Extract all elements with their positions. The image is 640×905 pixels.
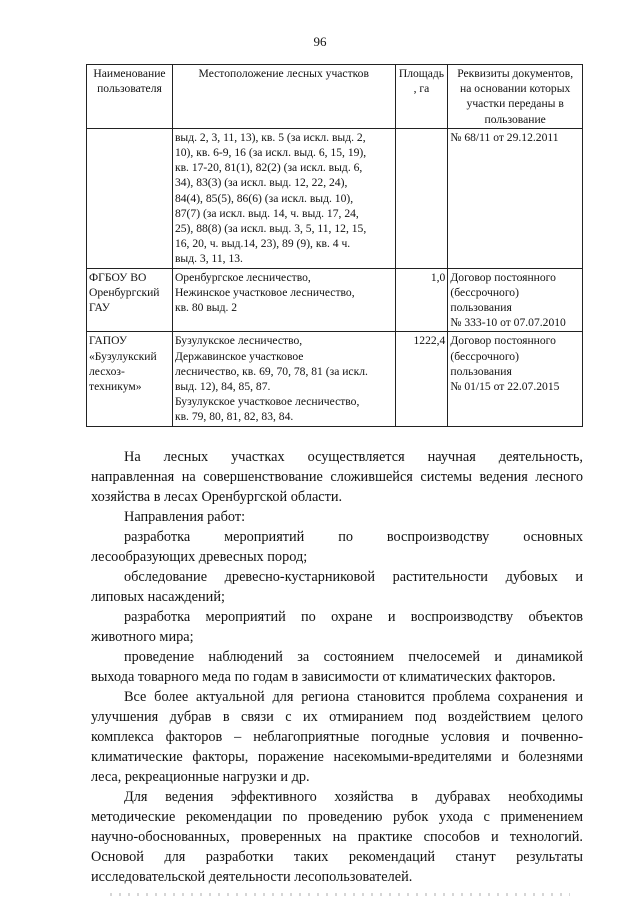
page-number: 96 <box>313 34 327 49</box>
body-text <box>91 447 583 887</box>
paragraph-line: улучшения дубрав в связи с их отмиранием под воздействием целого <box>91 709 583 725</box>
paragraph-line: Для ведения эффективного хозяйства в дубравах необходимы <box>124 789 583 805</box>
location-line: кв. 79, 80, 81, 82, 83, 84. <box>174 410 294 424</box>
location-line: Нежинское участковое лесничество, <box>174 285 355 299</box>
scan-artifact-line <box>110 893 570 896</box>
location-line: Державинское участковое <box>174 349 304 363</box>
paragraph-line: Направления работ: <box>124 509 246 525</box>
location-line: Бузулукское лесничество, <box>174 334 303 348</box>
location-line: выд. 3, 11, 13. <box>174 252 243 266</box>
location-line: выд. 12), 84, 85, 87. <box>174 380 271 394</box>
paragraph-line: направленная на совершенствование сложившейся системы ведения лесного <box>91 469 583 485</box>
paragraph <box>91 447 583 507</box>
paragraph <box>91 507 583 527</box>
header-documents: Реквизиты документов, на основании которых участки переданы в пользование <box>448 65 583 129</box>
table-row <box>87 268 583 332</box>
location-line: 34), 83(3) (за искл. выд. 12, 22, 24), <box>174 176 348 190</box>
location-line: Оренбургское лесничество, <box>174 270 311 284</box>
header-location: Местоположение лесных участков <box>172 65 395 129</box>
paragraph-line: Основой для разработки таких рекомендаций станут результаты <box>91 849 583 865</box>
forest-plots-table <box>86 64 583 427</box>
paragraph-line: комплекса факторов – неблагоприятные погодные условия и почвенно- <box>91 729 583 745</box>
cell-documents: Договор постоянного (бессрочного) пользования № 333-10 от 07.07.2010 <box>448 268 583 332</box>
cell-location <box>172 332 395 426</box>
paragraph-line: разработка мероприятий по воспроизводству основных <box>124 529 583 545</box>
paragraph <box>91 787 583 887</box>
cell-location <box>172 268 395 332</box>
location-line: Бузулукское участковое лесничество, <box>174 395 360 409</box>
paragraph <box>91 527 583 567</box>
cell-user: ФГБОУ ВО Оренбургский ГАУ <box>87 268 173 332</box>
cell-user: ГАПОУ «Бузулукский лесхоз- техникум» <box>87 332 173 426</box>
paragraph-line: На лесных участках осуществляется научная деятельность, <box>124 449 583 465</box>
cell-documents: № 68/11 от 29.12.2011 <box>448 128 583 268</box>
location-line: 16, 20, ч. выд.14, 23), 89 (9), кв. 4 ч. <box>174 237 351 251</box>
location-line: 10), кв. 6-9, 16 (за искл. выд. 6, 15, 19), <box>174 146 367 160</box>
paragraph-line: лесообразующих древесных пород; <box>91 549 308 565</box>
cell-area: 1,0 <box>395 268 448 332</box>
cell-location <box>172 128 395 268</box>
paragraph-line: научно-обоснованных, проверенных на практике способов и технологий. <box>91 829 583 845</box>
paragraph-line: липовых насаждений; <box>91 589 225 605</box>
paragraph-line: Все более актуальной для региона становится проблема сохранения и <box>124 689 583 705</box>
location-line: кв. 17-20, 81(1), 82(2) (за искл. выд. 6, <box>174 161 363 175</box>
header-area: Площадь, га <box>395 65 448 129</box>
paragraph-line: выхода товарного меда по годам в зависимости от климатических факторов. <box>91 669 556 685</box>
table-header-row <box>87 65 583 129</box>
paragraph <box>91 687 583 787</box>
cell-documents: Договор постоянного (бессрочного) пользования № 01/15 от 22.07.2015 <box>448 332 583 426</box>
paragraph-line: методические рекомендации по проведению рубок ухода с применением <box>91 809 583 825</box>
paragraph-line: животного мира; <box>91 629 194 645</box>
paragraph-line: проведение наблюдений за состоянием пчелосемей и динамикой <box>124 649 583 665</box>
paragraph-line: обследование древесно-кустарниковой растительности дубовых и <box>124 569 583 585</box>
table-row <box>87 332 583 426</box>
cell-area: 1222,4 <box>395 332 448 426</box>
paragraph <box>91 647 583 687</box>
paragraph-line: леса, рекреационные нагрузки и др. <box>91 769 310 785</box>
paragraph-line: хозяйства в лесах Оренбургской области. <box>91 489 343 505</box>
location-line: кв. 80 выд. 2 <box>174 301 238 315</box>
location-line: 87(7) (за искл. выд. 14, ч. выд. 17, 24, <box>174 206 359 220</box>
paragraph-line: разработка мероприятий по охране и воспроизводству объектов <box>124 609 583 625</box>
header-user: Наименование пользователя <box>87 65 173 129</box>
paragraph-line: исследовательской деятельности лесопользователей. <box>91 869 413 885</box>
paragraph-line: климатические факторы, поражение насекомыми-вредителями и болезнями <box>91 749 583 765</box>
cell-area <box>395 128 448 268</box>
paragraph <box>91 607 583 647</box>
table-row <box>87 128 583 268</box>
paragraph <box>91 567 583 607</box>
location-line: 84(4), 85(5), 86(6) (за искл. выд. 10), <box>174 191 354 205</box>
cell-user <box>87 128 173 268</box>
location-line: лесничество, кв. 69, 70, 78, 81 (за искл. <box>174 364 368 378</box>
location-line: выд. 2, 3, 11, 13), кв. 5 (за искл. выд. 2, <box>174 130 366 144</box>
location-line: 25), 88(8) (за искл. выд. 3, 5, 11, 12, 15, <box>174 222 367 236</box>
